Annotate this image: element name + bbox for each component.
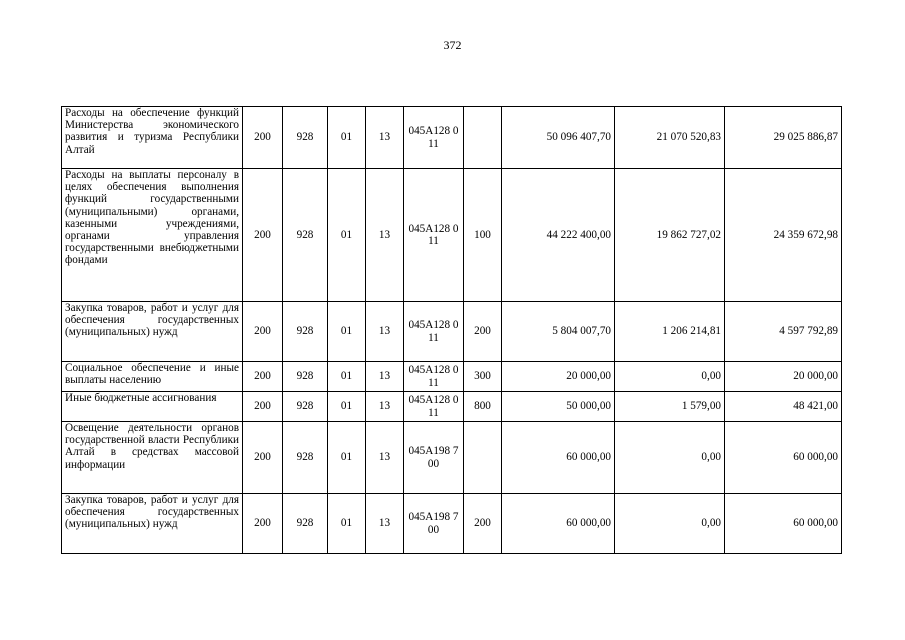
row-code-2: 928 (283, 302, 328, 362)
row-code-1: 200 (243, 392, 283, 422)
row-amount-planned: 5 804 007,70 (502, 302, 615, 362)
row-description: Закупка товаров, работ и услуг для обеспечения государственных (муниципальных) нужд (62, 302, 243, 362)
row-section: 01 (328, 494, 366, 554)
row-amount-executed: 0,00 (615, 362, 725, 392)
row-code-1: 200 (243, 107, 283, 169)
row-description: Социальное обеспечение и иные выплаты населению (62, 362, 243, 392)
row-code-1: 200 (243, 362, 283, 392)
row-code-1: 200 (243, 169, 283, 302)
row-amount-remaining: 20 000,00 (725, 362, 842, 392)
row-subsection: 13 (366, 392, 404, 422)
row-description: Освещение деятельности органов государственной власти Республики Алтай в средствах массовой информации (62, 422, 243, 494)
row-description: Расходы на обеспечение функций Министерства экономического развития и туризма Республики Алтай (62, 107, 243, 169)
row-subsection: 13 (366, 169, 404, 302)
row-section: 01 (328, 107, 366, 169)
row-amount-remaining: 60 000,00 (725, 422, 842, 494)
table-row (62, 494, 842, 554)
row-code-2: 928 (283, 362, 328, 392)
row-target-code: 045А128 011 (404, 169, 464, 302)
row-amount-planned: 60 000,00 (502, 494, 615, 554)
row-amount-executed: 1 579,00 (615, 392, 725, 422)
row-code-1: 200 (243, 302, 283, 362)
row-amount-executed: 21 070 520,83 (615, 107, 725, 169)
row-code-2: 928 (283, 107, 328, 169)
row-section: 01 (328, 422, 366, 494)
table-row (62, 392, 842, 422)
row-expense-type: 200 (464, 302, 502, 362)
row-target-code: 045А198 700 (404, 494, 464, 554)
row-expense-type (464, 422, 502, 494)
row-section: 01 (328, 392, 366, 422)
row-amount-planned: 60 000,00 (502, 422, 615, 494)
row-subsection: 13 (366, 362, 404, 392)
row-amount-planned: 20 000,00 (502, 362, 615, 392)
row-code-1: 200 (243, 422, 283, 494)
table-row (62, 362, 842, 392)
row-amount-executed: 0,00 (615, 494, 725, 554)
row-amount-remaining: 48 421,00 (725, 392, 842, 422)
row-expense-type: 200 (464, 494, 502, 554)
row-subsection: 13 (366, 422, 404, 494)
row-section: 01 (328, 302, 366, 362)
row-expense-type: 100 (464, 169, 502, 302)
table-row (62, 107, 842, 169)
row-amount-planned: 44 222 400,00 (502, 169, 615, 302)
row-amount-remaining: 24 359 672,98 (725, 169, 842, 302)
row-description: Расходы на выплаты персоналу в целях обеспечения выполнения функций государственными (муниципальными) органами, казенными учреждениями, органами управления государственными внебюджетными фондами (62, 169, 243, 302)
row-target-code: 045А198 700 (404, 422, 464, 494)
row-amount-executed: 0,00 (615, 422, 725, 494)
row-amount-remaining: 29 025 886,87 (725, 107, 842, 169)
row-amount-remaining: 60 000,00 (725, 494, 842, 554)
row-code-2: 928 (283, 169, 328, 302)
row-target-code: 045А128 011 (404, 107, 464, 169)
row-code-2: 928 (283, 422, 328, 494)
table-row (62, 302, 842, 362)
row-expense-type: 300 (464, 362, 502, 392)
row-amount-planned: 50 000,00 (502, 392, 615, 422)
table-row (62, 169, 842, 302)
row-target-code: 045А128 011 (404, 302, 464, 362)
row-expense-type (464, 107, 502, 169)
budget-table (61, 106, 842, 554)
row-code-2: 928 (283, 494, 328, 554)
row-expense-type: 800 (464, 392, 502, 422)
row-code-1: 200 (243, 494, 283, 554)
row-amount-executed: 1 206 214,81 (615, 302, 725, 362)
row-description: Иные бюджетные ассигнования (62, 392, 243, 422)
row-amount-executed: 19 862 727,02 (615, 169, 725, 302)
row-subsection: 13 (366, 107, 404, 169)
page-number: 372 (443, 38, 462, 52)
row-amount-remaining: 4 597 792,89 (725, 302, 842, 362)
row-target-code: 045А128 011 (404, 392, 464, 422)
row-section: 01 (328, 169, 366, 302)
row-subsection: 13 (366, 494, 404, 554)
row-subsection: 13 (366, 302, 404, 362)
row-code-2: 928 (283, 392, 328, 422)
table-row (62, 422, 842, 494)
row-section: 01 (328, 362, 366, 392)
row-description: Закупка товаров, работ и услуг для обеспечения государственных (муниципальных) нужд (62, 494, 243, 554)
row-amount-planned: 50 096 407,70 (502, 107, 615, 169)
row-target-code: 045А128 011 (404, 362, 464, 392)
